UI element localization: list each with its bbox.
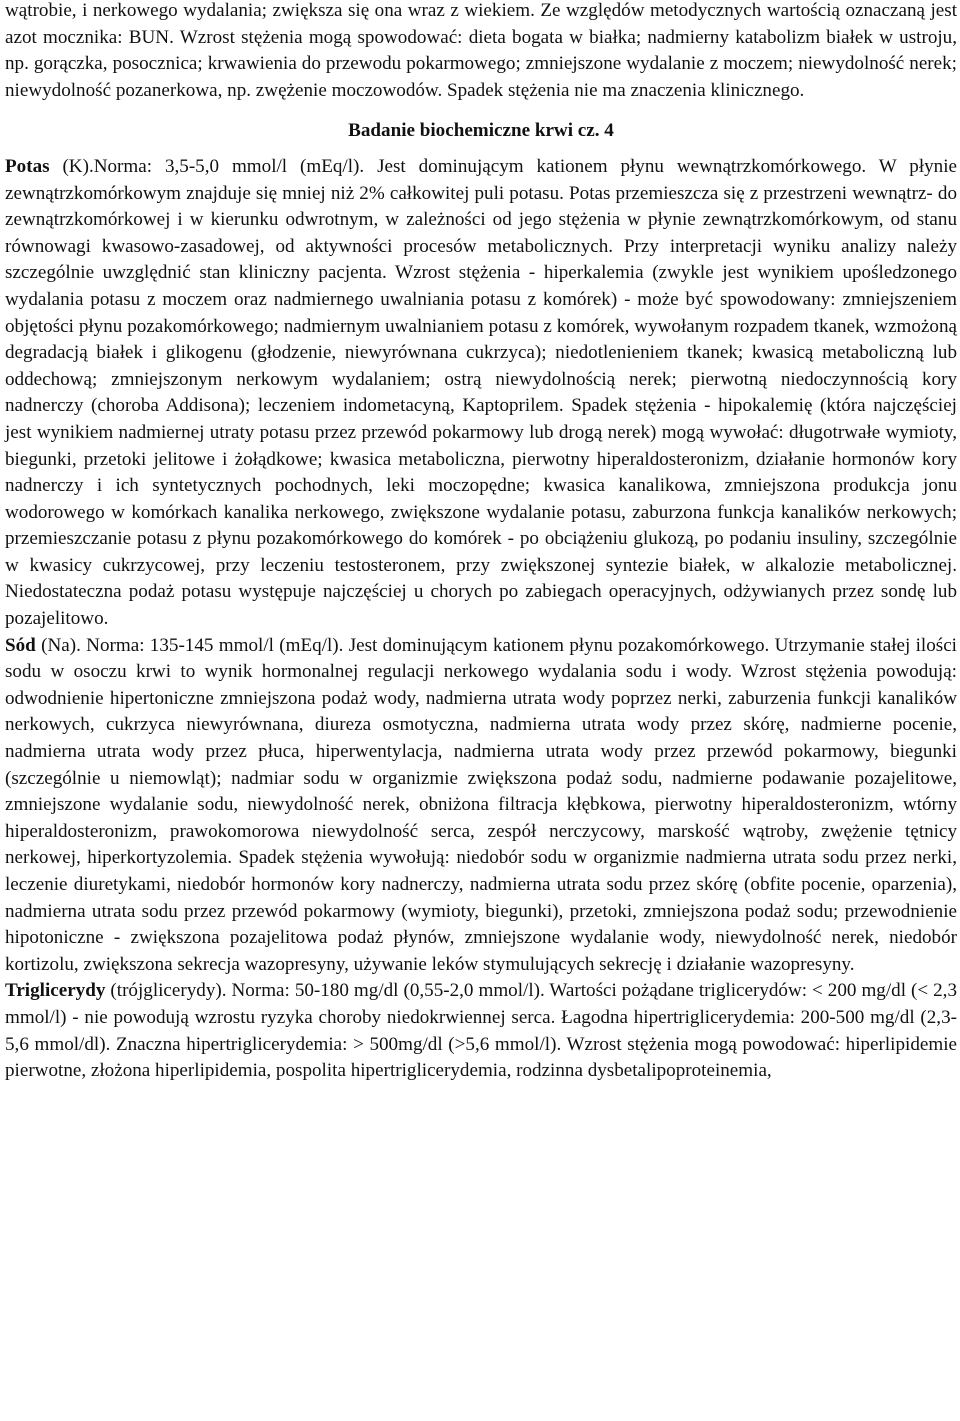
document-page <box>5 0 957 1085</box>
sod-paragraph <box>5 633 957 979</box>
triglicerydy-term: Triglicerydy <box>5 980 106 1002</box>
sod-text: (Na). Norma: 135-145 mmol/l (mEq/l). Jest dominującym kationem płynu pozakomórkowego. Utrzymanie stałej ilości sodu w osoczu krwi to wynik hormonalnej regulacji nerkowego wydalania sodu i wody. Wzrost stężenia powodują: odwodnienie hipertoniczne zmniejszona podaż wody, nadmierna utrata wody poprzez nerki, zaburzenia funkcji kanalików nerkowych, cukrzyca niewyrównana, diureza osmotyczna, nadmierna utrata wody przez skórę, nadmierne pocenie, nadmierna utrata wody przez płuca, hiperwentylacja, nadmierna utrata wody przez przewód pokarmowy, biegunki (szczególnie u niemowląt); nadmiar sodu w organizmie zwiększona podaż sodu, nadmierne podawanie pozajelitowe, zmniejszone wydalanie sodu, niewydolność nerek, obniżona filtracja kłębkowa, pierwotny hiperaldosteronizm, wtórny hiperaldosteronizm, prawokomorowa niewydolność serca, zespół nerczycowy, marskość wątroby, zwężenie tętnicy nerkowej, hiperkortyzolemia. Spadek stężenia wywołują: niedobór sodu w organizmie nadmierna utrata sodu przez nerki, leczenie diuretykami, niedobór hormonów kory nadnerczy, nadmierna utrata sodu przez skórę (obfite pocenie, oparzenia), nadmierna utrata sodu przez przewód pokarmowy (wymioty, biegunki), przetoki, zmniejszona podaż sodu; przewodnienie hipotoniczne - zwiększona pozajelitowa podaż płynów, zmniejszone wydalanie wody, niewydolność nerek, niedobór kortizolu, zwiększona sekrecja wazopresyny, używanie leków stymulujących sekrecję i działanie wazopresyny. <box>5 634 957 975</box>
potas-paragraph <box>5 154 957 633</box>
intro-paragraph <box>5 0 957 104</box>
potas-text: (K).Norma: 3,5-5,0 mmol/l (mEq/l). Jest dominującym kationem płynu wewnątrzkomórkowego. W płynie zewnątrzkomórkowym znajduje się mniej niż 2% całkowitej puli potasu. Potas przemieszcza się z przestrzeni wewnątrz- do zewnątrzkomórkowej i w kierunku odwrotnym, w zależności od jego stężenia w płynie zewnątrzkomórkowym, od stanu równowagi kwasowo-zasadowej, od aktywności procesów metabolicznych. Przy interpretacji wyniku analizy należy szczególnie uwzględnić stan kliniczny pacjenta. Wzrost stężenia - hiperkalemia (zwykle jest wynikiem upośledzonego wydalania potasu z moczem oraz nadmiernego uwalniania potasu z komórek) - może być spowodowany: zmniejszeniem objętości płynu pozakomórkowego; nadmiernym uwalnianiem potasu z komórek, wywołanym rozpadem tkanek, wzmożoną degradacją białek i glikogenu (głodzenie, niewyrównana cukrzyca); niedotlenieniem tkanek; kwasicą metaboliczną lub oddechową; zmniejszonym nerkowym wydalaniem; ostrą niewydolnością nerek; pierwotną niedoczynnością kory nadnerczy (choroba Addisona); leczeniem indometacyną, Kaptoprilem. Spadek stężenia - hipokalemię (która najczęściej jest wynikiem nadmiernej utraty potasu przez przewód pokarmowy lub drogą nerek) mogą wywołać: długotrwałe wymioty, biegunki, przetoki jelitowe i żołądkowe; kwasica metaboliczna, pierwotny hiperaldosteronizm, działanie hormonów kory nadnerczy i ich syntetycznych pochodnych, leki moczopędne; kwasica kanalikowa, zmniejszona produkcja jonu wodorowego w komórkach kanalika nerkowego, zwiększone wydalanie potasu, zaburzona funkcja kanalików nerkowych; przemieszczanie potasu z płynu pozakomórkowego do komórek - po obciążeniu glukozą, po podaniu insuliny, szczególnie w kwasicy cukrzycowej, przy leczeniu testosteronem, przy zwiększonej syntezie białek, w alkalozie metabolicznej. Niedostateczna podaż potasu występuje najczęściej u chorych po zabiegach operacyjnych, odżywianych przez sondę lub pozajelitowo. <box>5 155 957 630</box>
intro-text: wątrobie, i nerkowego wydalania; zwiększa się ona wraz z wiekiem. Ze względów metodycznych wartością oznaczaną jest azot mocznika: BUN. Wzrost stężenia mogą spowodować: dieta bogata w białka; nadmierny katabolizm białek w ustroju, np. gorączka, posocznica; krwawienia do przewodu pokarmowego; zmniejszone wydalanie z moczem; niewydolność nerek; niewydolność pozanerkowa, np. zwężenie moczowodów. Spadek stężenia nie ma znaczenia klinicznego. <box>5 0 957 101</box>
section-heading: Badanie biochemiczne krwi cz. 4 <box>348 120 614 142</box>
sod-term: Sód <box>5 634 36 656</box>
potas-term: Potas <box>5 155 50 177</box>
triglicerydy-text: (trójglicerydy). Norma: 50-180 mg/dl (0,55-2,0 mmol/l). Wartości pożądane triglicerydów: < 200 mg/dl (< 2,3 mmol/l) - nie powodują wzrostu ryzyka choroby niedokrwiennej serca. Łagodna hipertriglicerydemia: 200-500 mg/dl (2,3-5,6 mmol/dl). Znaczna hipertriglicerydemia: > 500mg/dl (>5,6 mmol/l). Wzrost stężenia mogą powodować: hiperlipidemie pierwotne, złożona hiperlipidemia, pospolita hipertriglicerydemia, rodzinna dysbetalipoproteinemia, <box>5 980 957 1082</box>
triglicerydy-paragraph <box>5 978 957 1084</box>
